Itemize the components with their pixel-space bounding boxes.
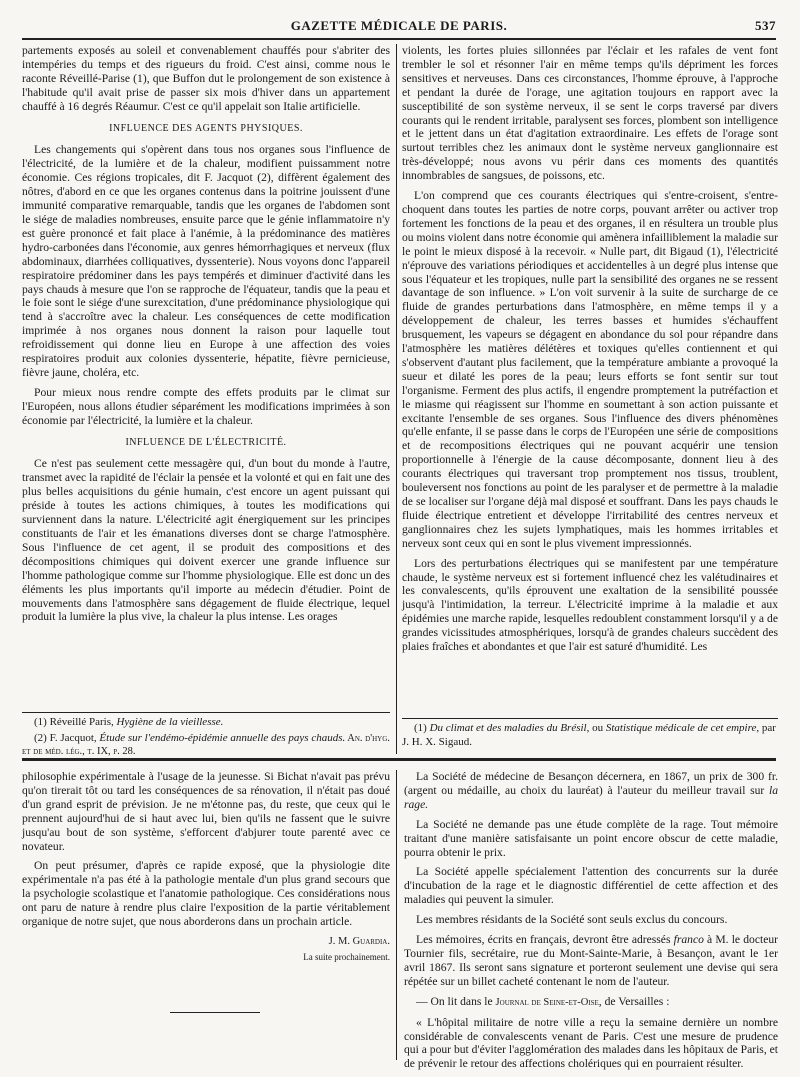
left-column — [22, 44, 390, 630]
footnote-2-source: An. d'hyg. et de méd. lég., t. IX, p. 28. — [22, 732, 390, 757]
page-number: 537 — [755, 18, 776, 33]
bottom-right-paragraph-3: La Société appelle spécialement l'attention des concurrents sur la durée d'incubation de la rage et le diagnostic différentiel de cette affection et des maladies qui peuvent la simuler. — [404, 865, 778, 907]
right-footnote-rule — [402, 718, 778, 719]
bottom-right-paragraph-7: « L'hôpital militaire de notre ville a reçu la semaine dernière un nombre considérable de convalescents venant de Paris. C'est une mesure de prudence qui a pour but d'éviter l'agglomération des malades dans les hôpitaux de Paris, et de prévenir le retour des affections cholériques qui en pourraient résulter. — [404, 1015, 778, 1071]
bottom-right-paragraph-6 — [404, 995, 778, 1010]
left-footnote-rule — [22, 712, 390, 713]
prize-text: La Société de médecine de Besançon décernera, en 1867, un prix de 300 fr. (argent ou médaille, au choix du lauréat) à l'auteur du meilleur travail sur — [404, 770, 778, 797]
left-paragraph-4: Ce n'est pas seulement cette messagère qui, d'un bout du monde à l'autre, transmet avec la rapidité de l'éclair la pensée et la volonté et qui en fait une des plus belles acquisitions du génie humain, c'est encore un agent puissant qui préside à toutes les actions chimiques, à toutes les modifications qui surviennent dans la nature. L'électricité agit énergiquement sur les principes constituants de l'air et les émanations diverses dont se charge l'atmosphère. Sous l'influence de cet agent, il se produit des compositions et des décompositions chimiques qui doivent exercer une grande influence sur l'homme pathologique comme sur l'homme physiologique. Elle est donc un des éléments les plus importants qu'il importe au médecin d'étudier. Point de mouvements dans l'atmosphère sans dégagement de fluide électrique, lequel produit la lumière la plus vive, la chaleur la plus intense. Les orages — [22, 457, 390, 624]
memoires-franco: franco — [673, 933, 704, 947]
right-paragraph-2: L'on comprend que ces courants électriques qui s'entre-croisent, s'entre-choquent dans toutes les parties de notre corps, pouvant arrêter ou activer trop fortement les fonctions de la peau et des organes, il en résultera un trouble plus ou moins violent dans notre économie qui amènera infailliblement la maladie sur le point le mieux disposé à la recevoir. « Nulle part, dit Bigaud (1), l'électricité n'éprouve des variations périodiques et accidentelles à un degré plus intense que sous l'équateur et les tropiques, nulle part la sensibilité des organes ne se ressent davantage de son influence. » L'on voit survenir à la suite de surcharge de ce fluide de grandes perturbations dans l'atmosphère, en même temps il y a développement de chaleur, les terres basses et humides s'échauffent brusquement, les vapeurs se dégagent en abondance du sol pour répandre dans l'atmosphère les matières délétères et toxiques qu'elles contiennent et qui s'observent d'autant plus facilement, que la température ambiante a provoqué la sueur et dilaté les pores de la peau; leurs efforts se font sentir sur tout l'organisme. Ferment des plus actifs, il engendre promptement la putréfaction et le miasme qui réagissent sur l'homme en soumettant à son action puissante et excitante l'ensemble de ses organes. Sous l'influence des divers phénomènes qu'elle enfante, il se passe dans le corps de l'Européen une série de compositions et de recompositions électriques qui ne pouvant acquérir une tension proportionnelle à l'énergie de la cause décomposante, donnent lieu à des courants électriques qui traversant trop promptement nos tissus, troublent, bouleversent nos fonctions au point de les paralyser et de permettre à la maladie de se localiser sur l'organe déjà mal disposé et souffrant. Dans les pays chauds le fluide électrique entretient et développe l'irritabilité des centres nerveux et ganglionnaires chez les sujets lymphatiques, mais les hommes irritables et nerveux sont ceux qui en sont le plus vivement impressionnés. — [402, 189, 778, 550]
bottom-left-column — [22, 770, 390, 965]
page-header — [22, 18, 776, 40]
bottom-left-paragraph-2: On peut présumer, d'après ce rapide exposé, que la physiologie dite expérimentale n'a pas été à la pathologie mentale d'un plus grand secours que la psychologie scolastique et l'anatomie pathologique. Ces considérations nous ont paru de nature à rendre plus claire l'exposition de la partie véritablement organique de notre sujet, que nous aborderons dans un prochain article. — [22, 859, 390, 929]
section-heading-agents: INFLUENCE DES AGENTS PHYSIQUES. — [109, 122, 303, 134]
journal-city: , de Versailles : — [598, 994, 670, 1008]
footnote-1-title: Hygiène de la vieillesse. — [116, 716, 224, 728]
left-footnotes — [22, 716, 390, 761]
memoires-text-c: à M. le docteur Tournier fils, secrétaire, rue du Mont-Sainte-Marie, à Besançon, avant le 1er avril 1867. Ils seront sans signature et porteront seulement une devise qui sera répétée sur un billet cacheté contenant le nom de l'auteur. — [404, 933, 778, 988]
left-paragraph-2: Les changements qui s'opèrent dans tous nos organes sous l'influence de l'électricité, de la lumière et de la chaleur, modifient puissamment notre économie. Ces régions tropicales, dit F. Jacquot (2), diffèrent également des nôtres, d'abord en ce que les organes contenus dans la poitrine jouissent d'une immunité comparative remarquable, tandis que les organes de l'abdomen sont le siége de maladies nombreuses, ensuite parce que le génie inflammatoire n'y est guère prononcé et fait place à l'anémie, à la prédominance des matières hydro-carbonées dans l'économie, aux genres hémorrhagiques et nerveux (flux abdominaux, diarrhées colliquatives, dyssenterie). Nous voyons donc l'appareil respiratoire prédominer dans les pays tempérés et diminuer d'activité dans les pays chauds à mesure que l'on se rapproche de l'équateur, tandis que la peau et le foie sont le siége d'une surexcitation, d'une prédominance physiologique qui tend à s'accroître avec la chaleur. Les conséquences de cette modification imprimée à nos organes nous donnent la raison pour laquelle tout refroidissement qui donne lieu en Europe à une affection des voies respiratoires produit aux colonies dyssenterie, hépatite, fièvre pernicieuse, fièvre jaune, choléra, etc. — [22, 143, 390, 379]
column-divider — [396, 44, 397, 754]
right-column — [402, 44, 778, 660]
journal-title: GAZETTE MÉDICALE DE PARIS. — [290, 18, 508, 33]
prize-topic: la rage. — [404, 783, 778, 811]
right-paragraph-1: violents, les fortes pluies sillonnées par l'éclair et les rafales de vent font trembler le sol et résonner l'air en même temps qu'ils dépriment les forces sensitives et nerveuses. Dans ces circonstances, l'homme éprouve, à l'approche et pendant la durée de l'orage, une agitation toujours en rapport avec la susceptibilité de son système nerveux, il se sent le corps traversé par divers courants qui le rendent irritable, paralysent ses forces, plombent son intelligence et le jettent dans un état d'agitation extraordinaire. Les effets de l'orage sont surtout terribles chez les animaux dont le système nerveux ganglionnaire est très-développé; nous avons vu périr dans ces moments des quantités innombrables de sangsues, de poissons, etc. — [402, 44, 778, 183]
bottom-right-paragraph-2: La Société ne demande pas une étude complète de la rage. Tout mémoire traitant d'une manière satisfaisante un point encore obscur de cette maladie, pourra obtenir le prix. — [404, 817, 778, 859]
continuation-note: La suite prochainement. — [303, 951, 390, 962]
feuilleton-separator — [22, 758, 776, 761]
footnote-r1-author: , par J. H. X. Sigaud. — [402, 722, 776, 748]
journal-name: Journal de Seine-et-Oise — [495, 996, 599, 1008]
bottom-right-paragraph-4: Les membres résidants de la Société sont seuls exclus du concours. — [416, 913, 728, 927]
bottom-right-column — [404, 770, 778, 1077]
left-paragraph-3: Pour mieux nous rendre compte des effets produits par le climat sur l'Européen, nous allons étudier séparément les modifications imprimées à son économie par l'électricité, la lumière et la chaleur. — [22, 385, 390, 427]
footnote-r1-subtitle: Statistique médicale de cet empire — [605, 722, 757, 734]
section-heading-electricite: INFLUENCE DE L'ÉLECTRICITÉ. — [125, 436, 287, 448]
footnote-1-text: (1) Réveillé Paris, — [34, 716, 117, 728]
right-footnote-1 — [402, 722, 778, 749]
bottom-left-paragraph-1: philosophie expérimentale à l'usage de la jeunesse. Si Bichat n'avait pas prévu qu'on tirerait tôt ou tard les conséquences de sa rénovation, il n'était pas doué d'un grand esprit de prévision. Je ne m'étonne pas, du reste, que ceux qui le prennent aujourd'hui de si haut avec lui, bien qu'ils ne fassent que le suivre jusqu'au bout de son système, s'efforcent d'abjurer toute parenté avec ce novateur. — [22, 770, 390, 853]
bottom-column-divider — [396, 770, 397, 1060]
footnote-r1-title: Du climat et des maladies du Brésil — [429, 722, 587, 734]
bottom-right-paragraph-1 — [404, 770, 778, 812]
right-paragraph-3: Lors des perturbations électriques qui se manifestent par une température chaude, le système nerveux est si fortement influencé chez les valétudinaires et les convalescents, qu'ils éprouvent une exaltation de la sensibilité poussée jusqu'à l'intimidation, la terreur. L'électricité imprime à la maladie et aux épidémies une marche rapide, lesquelles redoublent constamment lorsqu'il y a de grandes vicissitudes atmosphériques, lorsqu'à de grandes chaleurs succèdent des plaies fraîches et abondantes et que l'air est saturé d'humidité. Les — [402, 556, 778, 654]
end-rule — [170, 1012, 260, 1013]
left-footnote-1 — [22, 716, 390, 730]
footnote-r1-sep: , ou — [586, 722, 606, 734]
memoires-text-a: Les mémoires, écrits en français, devront être adressés — [416, 933, 674, 947]
author-signature: J. M. Guardia. — [328, 935, 390, 947]
right-footnotes — [402, 722, 778, 751]
bottom-right-paragraph-5 — [404, 933, 778, 989]
footnote-2-title: Étude sur l'endémo-épidémie annuelle des pays chauds. — [99, 731, 346, 744]
footnote-r1-num: (1) — [414, 722, 430, 734]
journal-intro: — On lit dans le — [416, 994, 496, 1008]
left-paragraph-1: partements exposés au soleil et convenablement chauffés pour s'abriter des intempéries du temps et des rigueurs du froid. C'est ainsi, comme nous le raconte Réveillé-Parise (1), que Buffon dut le prolongement de son existence à l'habitude qu'il avait prise de passer six mois d'hiver dans un appartement chauffé à 16 degrés Réaumur. C'est ce qu'il appelait son Italie artificielle. — [22, 44, 390, 113]
header-rule — [22, 38, 776, 40]
left-footnote-2 — [22, 732, 390, 759]
footnote-2-text: (2) F. Jacquot, — [34, 731, 100, 744]
